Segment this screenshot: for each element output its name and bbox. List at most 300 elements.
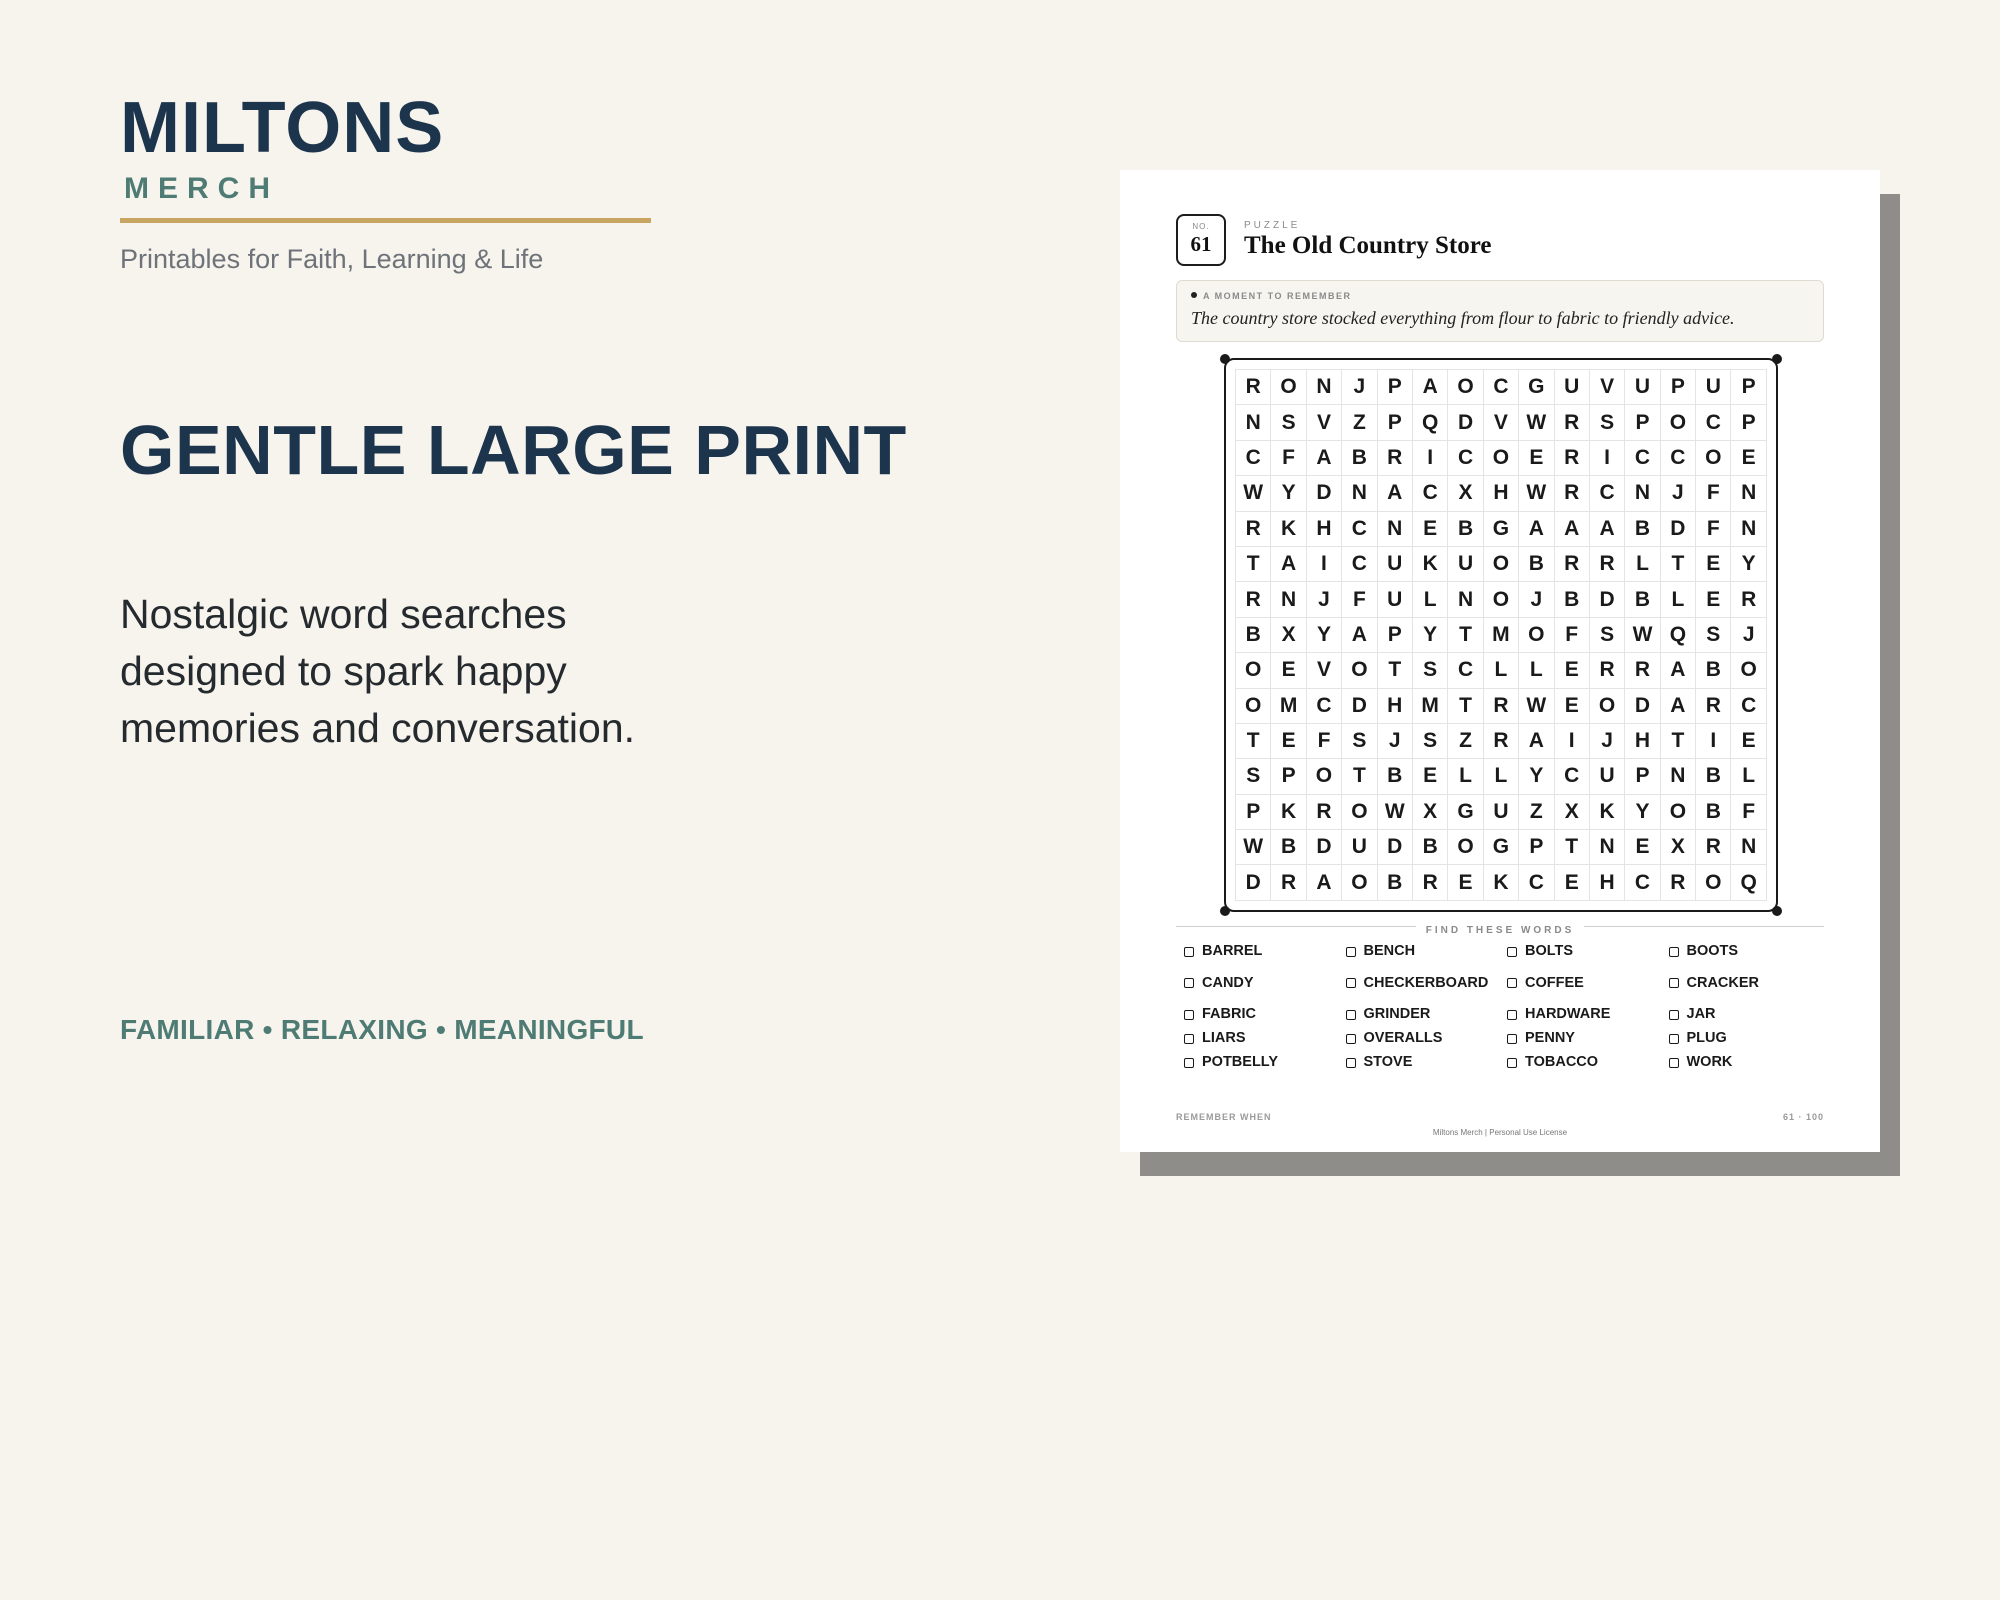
grid-cell: H <box>1590 865 1625 900</box>
word-item <box>1669 966 1831 1000</box>
word-item <box>1184 942 1346 961</box>
grid-cell: E <box>1625 830 1660 865</box>
grid-cell: A <box>1378 476 1413 511</box>
grid-cell: B <box>1696 795 1731 830</box>
letter-grid-frame <box>1224 358 1778 912</box>
grid-cell: U <box>1378 582 1413 617</box>
grid-cell: B <box>1555 582 1590 617</box>
grid-cell: T <box>1555 830 1590 865</box>
feature-list: FAMILIAR • RELAXING • MEANINGFUL <box>120 1014 644 1045</box>
grid-cell: R <box>1271 865 1306 900</box>
word-item <box>1346 1029 1508 1048</box>
footer-license: Miltons Merch | Personal Use License <box>1432 1128 1568 1137</box>
word-label: CANDY <box>1202 974 1254 991</box>
grid-cell: R <box>1731 582 1766 617</box>
corner-dot <box>1220 906 1230 916</box>
grid-cell: S <box>1590 618 1625 653</box>
word-item <box>1669 1053 1831 1072</box>
grid-cell: B <box>1378 865 1413 900</box>
word-label: PLUG <box>1686 1030 1727 1046</box>
corner-dot <box>1772 906 1782 916</box>
grid-cell: K <box>1484 865 1519 900</box>
grid-cell: R <box>1484 724 1519 759</box>
grid-cell: I <box>1696 724 1731 759</box>
grid-cell: A <box>1307 441 1342 476</box>
grid-cell: T <box>1448 618 1483 653</box>
grid-cell: P <box>1731 405 1766 440</box>
word-checkbox[interactable] <box>1184 1034 1194 1044</box>
word-checkbox[interactable] <box>1669 947 1679 957</box>
grid-cell: O <box>1484 441 1519 476</box>
grid-cell: R <box>1236 582 1271 617</box>
grid-cell: C <box>1519 865 1554 900</box>
word-label: JAR <box>1686 1006 1716 1022</box>
grid-cell: X <box>1555 795 1590 830</box>
grid-cell: H <box>1378 689 1413 724</box>
puzzle-number-badge <box>1176 214 1226 266</box>
grid-cell: D <box>1342 689 1377 724</box>
grid-cell: L <box>1625 547 1660 582</box>
grid-cell: E <box>1448 865 1483 900</box>
grid-cell: B <box>1625 582 1660 617</box>
word-label: LIARS <box>1202 1030 1246 1046</box>
grid-cell: D <box>1307 476 1342 511</box>
word-checkbox[interactable] <box>1184 1010 1194 1020</box>
grid-cell: Y <box>1519 759 1554 794</box>
brand-divider <box>120 218 651 223</box>
moment-label: A MOMENT TO REMEMBER <box>1191 291 1352 301</box>
grid-cell: N <box>1307 370 1342 405</box>
word-label: BOOTS <box>1686 943 1739 959</box>
word-item <box>1507 1029 1669 1048</box>
word-item <box>1346 966 1508 1000</box>
grid-cell: R <box>1413 865 1448 900</box>
grid-cell: W <box>1625 618 1660 653</box>
grid-cell: P <box>1731 370 1766 405</box>
word-checkbox[interactable] <box>1346 978 1356 988</box>
footer-right: 61 · 100 <box>1782 1112 1824 1122</box>
grid-cell: X <box>1661 830 1696 865</box>
grid-cell: I <box>1555 724 1590 759</box>
word-item <box>1184 1029 1346 1048</box>
grid-cell: A <box>1413 370 1448 405</box>
grid-cell: L <box>1448 759 1483 794</box>
grid-cell: D <box>1625 689 1660 724</box>
word-item <box>1669 942 1831 961</box>
word-item <box>1184 1053 1346 1072</box>
grid-cell: P <box>1271 759 1306 794</box>
word-checkbox[interactable] <box>1507 1058 1517 1068</box>
headline: GENTLE LARGE PRINT <box>120 411 907 489</box>
grid-cell: S <box>1271 405 1306 440</box>
grid-cell: R <box>1378 441 1413 476</box>
word-label: BENCH <box>1363 943 1416 959</box>
grid-cell: P <box>1236 795 1271 830</box>
grid-cell: L <box>1484 653 1519 688</box>
grid-cell: E <box>1413 512 1448 547</box>
word-item <box>1507 1053 1669 1072</box>
moment-text: The country store stocked everything from flour to fabric to friendly advice. <box>1191 308 1735 328</box>
grid-cell: N <box>1271 582 1306 617</box>
grid-cell: N <box>1731 512 1766 547</box>
word-item <box>1184 1005 1346 1024</box>
grid-cell: C <box>1448 441 1483 476</box>
grid-cell: S <box>1696 618 1731 653</box>
grid-cell: N <box>1625 476 1660 511</box>
grid-cell: P <box>1378 370 1413 405</box>
grid-cell: U <box>1448 547 1483 582</box>
grid-cell: R <box>1555 476 1590 511</box>
grid-cell: M <box>1484 618 1519 653</box>
brand-name: MILTONS <box>120 88 445 168</box>
grid-cell: U <box>1378 547 1413 582</box>
grid-cell: Y <box>1271 476 1306 511</box>
grid-cell: S <box>1236 759 1271 794</box>
grid-cell: O <box>1484 547 1519 582</box>
grid-cell: U <box>1625 370 1660 405</box>
word-label: PENNY <box>1525 1030 1575 1046</box>
word-item <box>1346 942 1508 961</box>
word-checkbox[interactable] <box>1507 1010 1517 1020</box>
grid-cell: J <box>1731 618 1766 653</box>
grid-cell: O <box>1731 653 1766 688</box>
grid-cell: C <box>1413 476 1448 511</box>
grid-cell: J <box>1519 582 1554 617</box>
grid-cell: A <box>1590 512 1625 547</box>
grid-cell: O <box>1661 405 1696 440</box>
grid-cell: J <box>1378 724 1413 759</box>
word-label: COFFEE <box>1525 974 1584 991</box>
grid-cell: U <box>1342 830 1377 865</box>
puzzle-number: 61 <box>1190 232 1212 256</box>
grid-cell: O <box>1342 795 1377 830</box>
grid-cell: X <box>1448 476 1483 511</box>
grid-cell: T <box>1342 759 1377 794</box>
grid-cell: R <box>1590 653 1625 688</box>
grid-cell: O <box>1448 830 1483 865</box>
brand-tagline: Printables for Faith, Learning & Life <box>120 244 544 274</box>
word-item <box>1669 1029 1831 1048</box>
grid-cell: E <box>1555 689 1590 724</box>
word-label: CRACKER <box>1686 974 1759 991</box>
grid-cell: N <box>1342 476 1377 511</box>
grid-cell: G <box>1519 370 1554 405</box>
grid-cell: K <box>1271 512 1306 547</box>
grid-cell: R <box>1625 653 1660 688</box>
grid-cell: L <box>1731 759 1766 794</box>
grid-cell: W <box>1519 689 1554 724</box>
grid-cell: J <box>1307 582 1342 617</box>
grid-cell: O <box>1342 653 1377 688</box>
grid-cell: M <box>1413 689 1448 724</box>
grid-cell: N <box>1731 830 1766 865</box>
word-label: WORK <box>1686 1054 1733 1070</box>
grid-cell: O <box>1696 441 1731 476</box>
grid-cell: B <box>1413 830 1448 865</box>
grid-cell: S <box>1590 405 1625 440</box>
grid-cell: E <box>1555 865 1590 900</box>
grid-cell: W <box>1519 405 1554 440</box>
word-checkbox[interactable] <box>1669 1058 1679 1068</box>
grid-cell: E <box>1731 724 1766 759</box>
grid-cell: U <box>1696 370 1731 405</box>
description <box>120 586 720 757</box>
moment-box <box>1176 280 1824 342</box>
grid-cell: M <box>1271 689 1306 724</box>
grid-cell: F <box>1271 441 1306 476</box>
grid-cell: Y <box>1307 618 1342 653</box>
grid-cell: E <box>1271 724 1306 759</box>
grid-cell: O <box>1519 618 1554 653</box>
grid-cell: I <box>1413 441 1448 476</box>
word-checkbox[interactable] <box>1669 1010 1679 1020</box>
word-label: OVERALLS <box>1363 1030 1443 1046</box>
grid-cell: Q <box>1661 618 1696 653</box>
grid-cell: W <box>1378 795 1413 830</box>
grid-cell: R <box>1696 689 1731 724</box>
grid-cell: F <box>1696 476 1731 511</box>
word-checkbox[interactable] <box>1346 1010 1356 1020</box>
grid-cell: T <box>1236 724 1271 759</box>
grid-cell: R <box>1555 547 1590 582</box>
grid-cell: E <box>1731 441 1766 476</box>
grid-cell: F <box>1555 618 1590 653</box>
word-label: BOLTS <box>1525 943 1574 959</box>
grid-cell: K <box>1271 795 1306 830</box>
grid-cell: O <box>1236 689 1271 724</box>
description-line: designed to spark happy <box>120 648 567 694</box>
word-checkbox[interactable] <box>1346 947 1356 957</box>
word-item <box>1507 966 1669 1000</box>
word-label: HARDWARE <box>1525 1006 1611 1022</box>
grid-cell: N <box>1448 582 1483 617</box>
grid-cell: A <box>1519 724 1554 759</box>
grid-cell: W <box>1236 476 1271 511</box>
grid-cell: S <box>1342 724 1377 759</box>
grid-cell: C <box>1696 405 1731 440</box>
word-checkbox[interactable] <box>1184 1058 1194 1068</box>
grid-cell: E <box>1555 653 1590 688</box>
description-line: memories and conversation. <box>120 705 636 751</box>
grid-cell: Q <box>1731 865 1766 900</box>
grid-cell: C <box>1448 653 1483 688</box>
grid-cell: P <box>1625 405 1660 440</box>
grid-cell: Y <box>1731 547 1766 582</box>
word-checkbox[interactable] <box>1507 978 1517 988</box>
grid-cell: K <box>1413 547 1448 582</box>
grid-cell: U <box>1484 795 1519 830</box>
grid-cell: F <box>1696 512 1731 547</box>
grid-cell: H <box>1625 724 1660 759</box>
grid-cell: E <box>1413 759 1448 794</box>
grid-cell: E <box>1271 653 1306 688</box>
grid-cell: Z <box>1448 724 1483 759</box>
grid-cell: R <box>1555 441 1590 476</box>
grid-cell: P <box>1378 405 1413 440</box>
grid-cell: B <box>1378 759 1413 794</box>
grid-cell: L <box>1484 759 1519 794</box>
grid-cell: W <box>1519 476 1554 511</box>
grid-cell: O <box>1661 795 1696 830</box>
grid-cell: A <box>1519 512 1554 547</box>
grid-cell: A <box>1307 865 1342 900</box>
grid-cell: P <box>1625 759 1660 794</box>
word-label: TOBACCO <box>1525 1054 1599 1070</box>
grid-cell: J <box>1342 370 1377 405</box>
grid-cell: D <box>1590 582 1625 617</box>
grid-cell: T <box>1378 653 1413 688</box>
grid-cell: J <box>1661 476 1696 511</box>
grid-cell: R <box>1236 512 1271 547</box>
word-checkbox[interactable] <box>1669 978 1679 988</box>
grid-cell: V <box>1307 405 1342 440</box>
grid-cell: C <box>1342 512 1377 547</box>
grid-cell: L <box>1661 582 1696 617</box>
grid-cell: A <box>1661 653 1696 688</box>
grid-cell: A <box>1342 618 1377 653</box>
word-checkbox[interactable] <box>1184 978 1194 988</box>
grid-cell: Z <box>1519 795 1554 830</box>
grid-cell: A <box>1555 512 1590 547</box>
corner-dot <box>1772 354 1782 364</box>
word-item <box>1346 1005 1508 1024</box>
grid-cell: O <box>1342 865 1377 900</box>
grid-cell: T <box>1661 724 1696 759</box>
word-checkbox[interactable] <box>1184 947 1194 957</box>
word-item <box>1346 1053 1508 1072</box>
word-checkbox[interactable] <box>1346 1058 1356 1068</box>
grid-cell: F <box>1307 724 1342 759</box>
word-item <box>1507 942 1669 961</box>
find-label: FIND THESE WORDS <box>1416 925 1585 936</box>
word-label: POTBELLY <box>1202 1054 1279 1070</box>
word-item <box>1184 966 1346 1000</box>
grid-cell: T <box>1661 547 1696 582</box>
grid-cell: R <box>1555 405 1590 440</box>
grid-cell: N <box>1236 405 1271 440</box>
grid-cell: D <box>1307 830 1342 865</box>
grid-cell: X <box>1413 795 1448 830</box>
grid-cell: B <box>1236 618 1271 653</box>
grid-cell: B <box>1696 759 1731 794</box>
word-checkbox[interactable] <box>1507 947 1517 957</box>
grid-cell: H <box>1307 512 1342 547</box>
grid-cell: A <box>1661 689 1696 724</box>
grid-cell: G <box>1484 512 1519 547</box>
grid-cell: F <box>1342 582 1377 617</box>
grid-cell: H <box>1484 476 1519 511</box>
grid-cell: G <box>1484 830 1519 865</box>
grid-cell: Y <box>1413 618 1448 653</box>
puzzle-title: The Old Country Store <box>1244 232 1492 259</box>
grid-cell: L <box>1519 653 1554 688</box>
grid-cell: E <box>1696 582 1731 617</box>
grid-cell: O <box>1484 582 1519 617</box>
grid-cell: Q <box>1413 405 1448 440</box>
word-label: BARREL <box>1202 943 1263 959</box>
grid-cell: X <box>1271 618 1306 653</box>
grid-cell: U <box>1590 759 1625 794</box>
grid-cell: N <box>1378 512 1413 547</box>
grid-cell: C <box>1307 689 1342 724</box>
word-label: GRINDER <box>1363 1006 1431 1022</box>
grid-cell: J <box>1590 724 1625 759</box>
word-checkbox[interactable] <box>1669 1034 1679 1044</box>
puzzle-label: PUZZLE <box>1244 220 1301 231</box>
grid-cell: T <box>1236 547 1271 582</box>
description-line: Nostalgic word searches <box>120 591 567 637</box>
grid-cell: E <box>1519 441 1554 476</box>
grid-cell: V <box>1484 405 1519 440</box>
grid-cell: O <box>1307 759 1342 794</box>
grid-cell: O <box>1696 865 1731 900</box>
grid-cell: R <box>1307 795 1342 830</box>
grid-cell: Y <box>1625 795 1660 830</box>
grid-cell: R <box>1236 370 1271 405</box>
grid-cell: C <box>1236 441 1271 476</box>
grid-cell: P <box>1378 618 1413 653</box>
grid-cell: A <box>1271 547 1306 582</box>
word-label: FABRIC <box>1202 1006 1256 1022</box>
corner-dot <box>1220 354 1230 364</box>
grid-cell: K <box>1590 795 1625 830</box>
grid-cell: S <box>1413 724 1448 759</box>
grid-cell: P <box>1519 830 1554 865</box>
grid-cell: D <box>1661 512 1696 547</box>
grid-cell: N <box>1590 830 1625 865</box>
grid-cell: V <box>1590 370 1625 405</box>
grid-cell: I <box>1590 441 1625 476</box>
word-item <box>1507 1005 1669 1024</box>
grid-cell: B <box>1696 653 1731 688</box>
word-checkbox[interactable] <box>1346 1034 1356 1044</box>
grid-cell: R <box>1661 865 1696 900</box>
grid-cell: G <box>1448 795 1483 830</box>
grid-cell: R <box>1484 689 1519 724</box>
grid-cell: B <box>1342 441 1377 476</box>
grid-cell: B <box>1271 830 1306 865</box>
grid-cell: D <box>1448 405 1483 440</box>
grid-cell: C <box>1625 865 1660 900</box>
grid-cell: O <box>1236 653 1271 688</box>
grid-cell: B <box>1448 512 1483 547</box>
grid-cell: O <box>1590 689 1625 724</box>
word-label: CHECKERBOARD <box>1363 974 1489 991</box>
grid-cell: I <box>1307 547 1342 582</box>
grid-cell: R <box>1590 547 1625 582</box>
grid-cell: C <box>1555 759 1590 794</box>
brand-logo <box>120 88 445 206</box>
grid-cell: D <box>1236 865 1271 900</box>
grid-cell: C <box>1342 547 1377 582</box>
grid-cell: O <box>1448 370 1483 405</box>
word-checkbox[interactable] <box>1507 1034 1517 1044</box>
grid-cell: S <box>1413 653 1448 688</box>
grid-cell: T <box>1448 689 1483 724</box>
grid-cell: L <box>1413 582 1448 617</box>
grid-cell: U <box>1555 370 1590 405</box>
grid-cell: C <box>1590 476 1625 511</box>
grid-cell: C <box>1625 441 1660 476</box>
grid-cell: E <box>1696 547 1731 582</box>
letter-grid <box>1235 369 1767 901</box>
grid-cell: Z <box>1342 405 1377 440</box>
grid-cell: F <box>1731 795 1766 830</box>
brand-subname: MERCH <box>124 172 279 205</box>
puzzle-page-preview <box>1120 170 1880 1152</box>
grid-cell: O <box>1271 370 1306 405</box>
puzzle-number-label: NO. <box>1192 222 1210 231</box>
